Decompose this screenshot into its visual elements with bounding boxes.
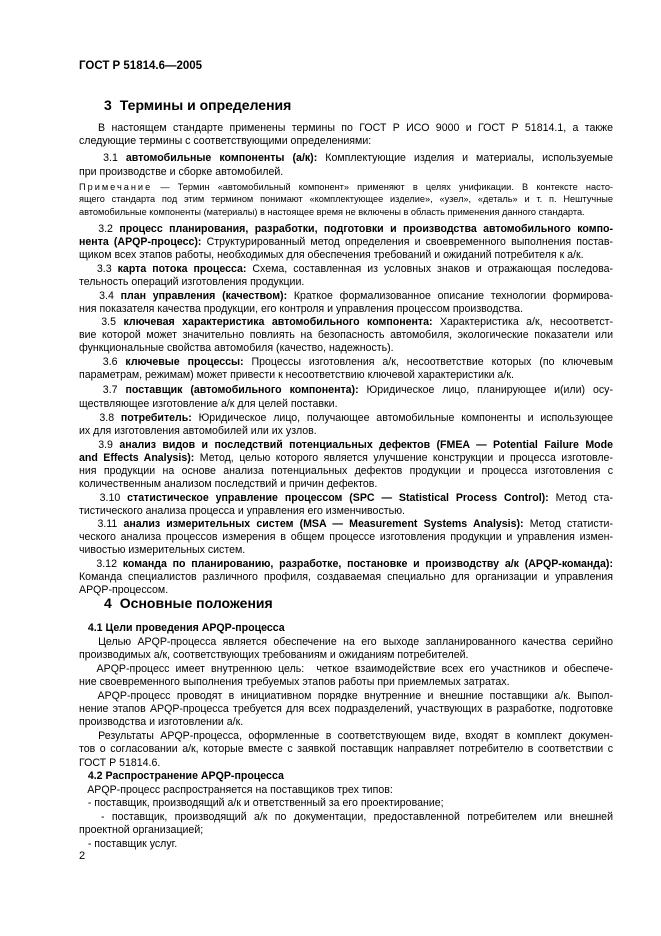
line-text: автомобильные компоненты (материалы) в настоящее время не включены в область применения данного стандарта. xyxy=(79,207,585,217)
line-text: APQP-процесс распространяется на поставщиков трех типов: xyxy=(79,784,393,796)
line-indent: 3.8 xyxy=(79,412,121,424)
line-text: щиком всех этапов работы, необходимых для обеспечения требований и ожиданий потребителя к а/к. xyxy=(79,249,584,261)
line-text: нение этапов APQP-процесса требуется для всех подразделений, участвующих в разработке, подготовке xyxy=(79,703,613,715)
text-line xyxy=(79,439,613,452)
term: анализ измерительных систем (MSA — Measurement Systems Analysis): xyxy=(123,518,524,530)
term: план управления (качеством): xyxy=(120,290,288,302)
line-indent: 3.6 xyxy=(79,356,126,368)
line-text: Целью APQP-процесса является обеспечение на его выходе запланированного качества серийно xyxy=(79,636,613,648)
note-label: Примечание xyxy=(79,182,153,192)
term: автомобильные компоненты (а/к): xyxy=(125,152,318,164)
line-text: при производстве и сборке автомобилей. xyxy=(79,166,284,178)
line-text: ящего стандарта под этим термином понимают «комплектующее изделие», «узел», «деталь» и т. п. Нештучные xyxy=(79,194,613,204)
text-line xyxy=(79,166,613,179)
line-text: параметрам, режимам) может привести к несоответствию ключевой характеристики а/к. xyxy=(79,369,514,381)
line-indent xyxy=(79,622,88,634)
line-text: ществляющее изготовление а/к для целей поставки. xyxy=(79,398,338,410)
section-3-title: Термины и определения xyxy=(119,97,292,113)
line-text: функциональные свойства автомобиля (качество, надежность). xyxy=(79,342,394,354)
text-line xyxy=(79,369,613,382)
line-indent xyxy=(79,770,88,782)
line-indent: 3.2 xyxy=(79,223,120,235)
term: потребитель: xyxy=(120,412,192,424)
line-indent: 3.4 xyxy=(79,290,121,302)
line-text: Метод статисти- xyxy=(523,518,613,530)
text-line xyxy=(79,703,613,716)
line-text: APQP-процесс проводят в инициативном порядке внутренние и внешние поставщики а/к. Выпол- xyxy=(79,690,613,702)
text-line xyxy=(79,824,613,837)
section-3-number: 3 xyxy=(104,97,112,113)
text-line xyxy=(79,384,613,397)
text-line xyxy=(79,505,613,518)
line-text: В настоящем стандарте применены термины по ГОСТ Р ИСО 9000 и ГОСТ Р 51814.1, а также xyxy=(79,122,613,134)
text-line xyxy=(79,276,613,289)
text-line xyxy=(79,398,613,411)
text-line xyxy=(79,622,613,635)
text-line xyxy=(79,770,613,783)
text-line xyxy=(79,811,613,824)
page-number: 2 xyxy=(79,850,86,862)
line-text: проектной организацией; xyxy=(79,824,204,836)
line-text: Команда специалистов различного профиля, создаваемая специально для организации и управления xyxy=(79,571,613,583)
text-line xyxy=(79,492,613,505)
line-text: Структурированный метод определения и своевременного выполнения постав- xyxy=(201,236,613,248)
line-indent: 3.5 xyxy=(79,316,124,328)
line-text: тистического анализа процесса и управления его изменчивостью. xyxy=(79,505,406,517)
text-line xyxy=(79,236,613,249)
text-line xyxy=(79,425,613,438)
line-text: Метод, целью которого является улучшение конструкции и процесса изготовле- xyxy=(194,452,613,464)
line-indent: 3.1 xyxy=(79,152,126,164)
text-line xyxy=(79,303,613,316)
term: ключевая характеристика автомобильного компонента: xyxy=(123,316,433,328)
text-line xyxy=(79,663,613,676)
text-line xyxy=(79,452,613,465)
term: ключевые процессы: xyxy=(125,356,244,368)
term: анализ видов и последствий потенциальных дефектов (FMEA — Potential Failure Mode xyxy=(119,439,613,451)
term: карта потока процесса: xyxy=(117,263,247,275)
line-text: ние своевременного выполнения требуемых этапов работы при приемлемых затратах. xyxy=(79,676,510,688)
text-line xyxy=(79,649,613,662)
line-text: ГОСТ Р 51814.6. xyxy=(79,757,161,769)
section-4-title: Основные положения xyxy=(119,595,273,611)
line-indent: 3.10 xyxy=(79,492,128,504)
term: 4.1 Цели проведения APQP-процесса xyxy=(87,622,285,634)
line-text: - поставщик услуг. xyxy=(79,838,178,850)
line-indent: 3.3 xyxy=(79,263,118,275)
line-text: тельность операций изготовления продукции. xyxy=(79,276,305,288)
line-indent: 3.12 xyxy=(79,558,123,570)
text-line xyxy=(79,249,613,262)
text-line xyxy=(79,797,613,810)
line-text: Характеристика а/к, несоответст- xyxy=(432,316,613,328)
line-text: Результаты APQP-процесса, оформленные в соответствующем виде, входят в комплект докумен- xyxy=(79,730,613,742)
text-line xyxy=(79,193,613,206)
text-line xyxy=(79,152,613,165)
line-text: их для изготовления автомобилей или их узлов. xyxy=(79,425,317,437)
line-text: ния продукции на основе анализа потенциальных дефектов продукции и процесса изготовления с xyxy=(79,465,613,477)
line-indent: 3.11 xyxy=(79,518,124,530)
text-line xyxy=(79,263,613,276)
line-text: количественным анализом последствий и причин дефектов. xyxy=(79,478,378,490)
line-text: APQP-процесс имеет внутреннюю цель: четкое взаимодействие всех его участников и обеспече- xyxy=(79,663,613,675)
line-text: APQP-процессом. xyxy=(79,584,169,596)
line-indent: 3.9 xyxy=(79,439,120,451)
text-line xyxy=(79,135,613,148)
text-line xyxy=(79,122,613,135)
line-text: Юридическое лицо, планирующее и(или) осу- xyxy=(358,384,614,396)
term: команда по планированию, разработке, постановке и производству а/к (APQP-команда): xyxy=(122,558,613,570)
text-line xyxy=(79,730,613,743)
text-line xyxy=(79,544,613,557)
line-text: - поставщик, производящий а/к по документации, предоставленной потребителем или внешней xyxy=(79,811,613,823)
line-text: Юридическое лицо, получающее автомобильные компоненты и использующее xyxy=(191,412,613,424)
text-line xyxy=(79,356,613,369)
text-line xyxy=(79,690,613,703)
text-line xyxy=(79,290,613,303)
section-4-number: 4 xyxy=(104,595,112,611)
term: and Effects Analysis): xyxy=(79,452,195,464)
line-text: производимых а/к, соответствующих требованиям и ожиданиям потребителей. xyxy=(79,649,469,661)
term: поставщик (автомобильного компонента): xyxy=(125,384,359,396)
text-line xyxy=(79,716,613,729)
text-line xyxy=(79,223,613,236)
text-line xyxy=(79,571,613,584)
line-text: — Термин «автомобильный компонент» применяют в целях унификации. В контексте насто- xyxy=(152,182,613,192)
line-text: следующие термины с соответствующими определениями: xyxy=(79,135,372,147)
line-text: вие которой может значительно повлиять на безопасность автомобиля, экологические показатели или xyxy=(79,329,613,341)
line-text: Метод ста- xyxy=(548,492,613,504)
text-line xyxy=(79,342,613,355)
line-indent: 3.7 xyxy=(79,384,126,396)
text-line xyxy=(79,743,613,756)
text-line xyxy=(79,329,613,342)
term: нента (APQP-процесс): xyxy=(79,236,202,248)
line-text: - поставщик, производящий а/к и ответственный за его проектирование; xyxy=(79,797,444,809)
section-3-heading xyxy=(104,97,291,113)
section-4-heading xyxy=(104,595,273,611)
text-line xyxy=(79,784,613,797)
line-text: тов о согласовании а/к, которые вместе с заявкой поставщик направляет потребителю в соответствии с xyxy=(79,743,613,755)
term: 4.2 Распространение APQP-процесса xyxy=(87,770,284,782)
text-line xyxy=(79,465,613,478)
line-text: Процессы изготовления а/к, несоответствие которых (по ключевым xyxy=(243,356,614,368)
line-text: ния показателя качества продукции, его контроля и управления процессом производства. xyxy=(79,303,524,315)
text-line xyxy=(79,636,613,649)
text-line xyxy=(79,838,613,851)
term: процесс планирования, разработки, подготовки и производства автомобильного компо- xyxy=(119,223,614,235)
line-text: Краткое формализованное описание технологии формирова- xyxy=(287,290,613,302)
text-line xyxy=(79,478,613,491)
text-line xyxy=(79,412,613,425)
text-line xyxy=(79,316,613,329)
text-line xyxy=(79,206,613,219)
term: статистическое управление процессом (SPC — Statistical Process Control): xyxy=(127,492,549,504)
line-text: чивостью измерительных систем. xyxy=(79,544,246,556)
line-text: Схема, составленная из условных знаков и отражающая последова- xyxy=(246,263,614,275)
text-line xyxy=(79,558,613,571)
text-line xyxy=(79,531,613,544)
text-line xyxy=(79,518,613,531)
line-text: производства и изготовлении а/к. xyxy=(79,716,244,728)
text-line xyxy=(79,757,613,770)
document-header: ГОСТ Р 51814.6—2005 xyxy=(79,60,203,72)
text-line xyxy=(79,676,613,689)
line-text: Комплектующие изделия и материалы, используемые xyxy=(317,152,614,164)
line-text: ческого анализа процессов измерения в общем процессе изготовления продукции и управления измен- xyxy=(79,531,613,543)
